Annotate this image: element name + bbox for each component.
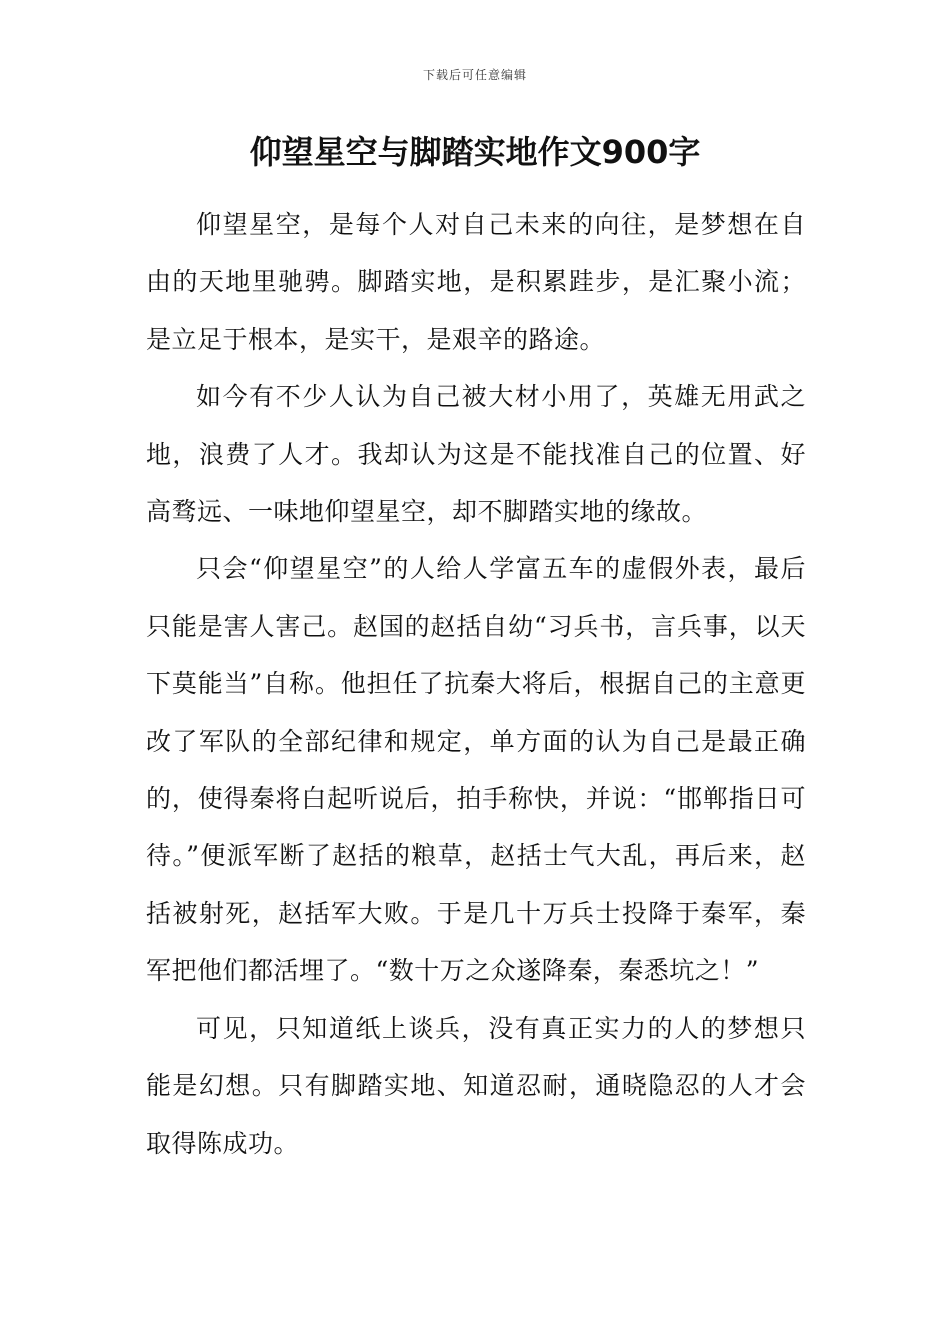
document-body: [146, 196, 806, 1172]
header-note: 下载后可任意编辑: [422, 68, 527, 82]
document-title: 仰望星空与脚踏实地作文900字: [249, 133, 701, 171]
paragraph-3: 只会“仰望星空”的人给人学富五车的虚假外表，最后只能是害人害己。赵国的赵括自幼“习兵书，言兵事，以天下莫能当”自称。他担任了抗秦大将后，根据自己的主意更改了军队的全部纪律和规定，单方面的认为自己是最正确的，使得秦将白起听说后，拍手称快，并说：“邯郸指日可待。”便派军断了赵括的粮草，赵括士气大乱，再后来，赵括被射死，赵括军大败。于是几十万兵士投降于秦军，秦军把他们都活埋了。“数十万之众遂降秦，秦悉坑之！”: [146, 554, 806, 986]
paragraph-1: 仰望星空，是每个人对自己未来的向往，是梦想在自由的天地里驰骋。脚踏实地，是积累跬步，是汇聚小流；是立足于根本，是实干，是艰辛的路途。: [146, 210, 806, 354]
paragraph-2: 如今有不少人认为自己被大材小用了，英雄无用武之地，浪费了人才。我却认为这是不能找准自己的位置、好高骛远、一味地仰望星空，却不脚踏实地的缘故。: [146, 382, 806, 527]
paragraph-4: 可见，只知道纸上谈兵，没有真正实力的人的梦想只能是幻想。只有脚踏实地、知道忍耐，通晓隐忍的人才会取得陈成功。: [146, 1013, 806, 1158]
